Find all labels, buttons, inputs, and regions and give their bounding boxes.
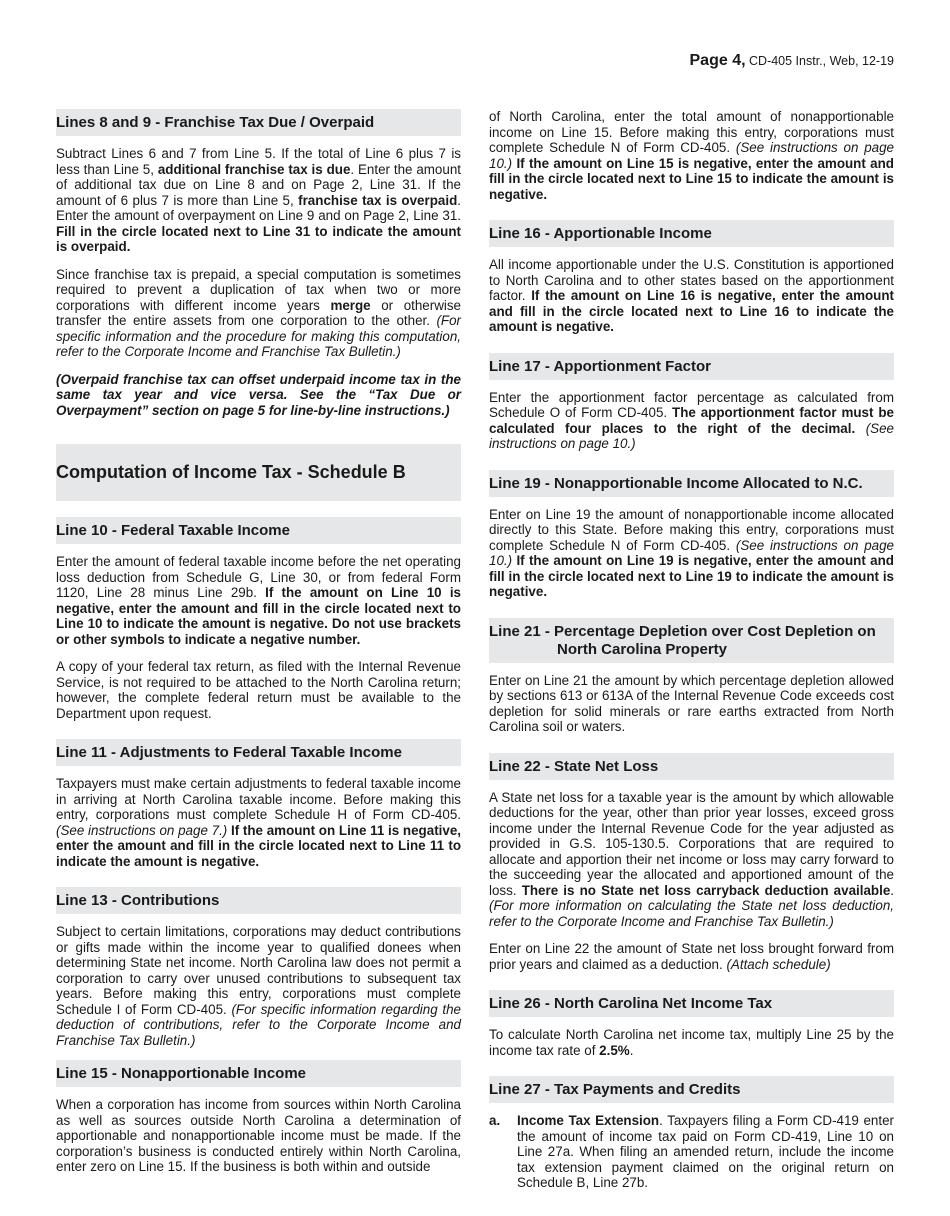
heading-line-10: Line 10 - Federal Taxable Income xyxy=(56,517,461,544)
heading-line-11: Line 11 - Adjustments to Federal Taxable Income xyxy=(56,739,461,766)
page-number: Page 4, xyxy=(689,52,746,69)
paragraph-line-15: When a corporation has income from sources within North Carolina as well as sources outside North Carolina a determination of apportionable and nonapportionable income must be made. If the corporation’s business is conducted entirely within North Carolina, enter zero on Line 15. If the business is both within and outside xyxy=(56,1097,461,1174)
paragraph-line-22: A State net loss for a taxable year is the amount by which allowable deductions for the year, other than prior year losses, exceed gross income under the Internal Revenue Code for the year adjusted as provided in G.S. 105-130.5. Corporations that are required to allocate and apportion their net income or loss may carry forward to the succeeding year the allocated and apportioned amount of the loss. There is no State net loss carryback deduction available. (For more information on calculating the State net loss deduction, refer to the Corporate Income and Franchise Tax Bulletin.) xyxy=(489,789,894,929)
paragraph-line-11: Taxpayers must make certain adjustments to federal taxable income in arriving at North Carolina taxable income. Before making this entry, corporations must complete Schedule H of Form CD-405. (See instructions on page 7.) If the amount on Line 11 is negative, enter the amount and fill in the circle located next to Line 11 to indicate the amount is negative. xyxy=(56,776,461,869)
list-item-body: Income Tax Extension. Taxpayers filing a Form CD-419 enter the amount of income tax paid on Form CD-419, Line 10 on Line 27a. When filing an amended return, include the income tax extension payment claimed on the original return on Schedule B, Line 27b. xyxy=(517,1113,894,1190)
paragraph-line-19: Enter on Line 19 the amount of nonapportionable income allocated directly to this State. Before making this entry, corporations must complete Schedule N of Form CD-405. (See instructions on page 10.) If the amount on Line 19 is negative, enter the amount and fill in the circle located next to Line 19 to indicate the amount is negative. xyxy=(489,506,894,599)
heading-line-22: Line 22 - State Net Loss xyxy=(489,753,894,780)
paragraph-line-17: Enter the apportionment factor percentage as calculated from Schedule O of Form CD-405. The apportionment factor must be calculated four places to the right of the decimal. (See instructions on page 10.) xyxy=(489,389,894,451)
paragraph-franchise-prepaid: Since franchise tax is prepaid, a special computation is sometimes required to prevent a duplication of tax when two or more corporations with different income years merge or otherwise transfer the entire assets from one corporation to the other. (For specific information and the procedure for making this computation, refer to the Corporate Income and Franchise Tax Bulletin.) xyxy=(56,266,462,359)
heading-line-17: Line 17 - Apportionment Factor xyxy=(489,353,894,380)
paragraph-overpaid-note: (Overpaid franchise tax can offset underpaid income tax in the same tax year and vice versa. See the “Tax Due or Overpayment” section on page 5 for line-by-line instructions.) xyxy=(56,371,461,418)
page-header xyxy=(690,52,895,70)
paragraph-line-16: All income apportionable under the U.S. Constitution is apportioned to North Carolina and to other states based on the apportionment factor. If the amount on Line 16 is negative, enter the amount and fill in the circle located next to Line 16 to indicate the amount is negative. xyxy=(489,257,895,334)
list-marker: a. xyxy=(489,1113,501,1128)
heading-line-21-first: Line 21 - Percentage Depletion over Cost Depletion on xyxy=(489,622,876,640)
paragraph-lines-8-9-overview: Subtract Lines 6 and 7 from Line 5. If the total of Line 6 plus 7 is less than Line 5, additional franchise tax is due. Enter the amount of additional tax due on Line 8 and on Page 2, Line 31. If the amount of 6 plus 7 is more than Line 5, franchise tax is overpaid. Enter the amount of overpayment on Line 9 and on Page 2, Line 31. Fill in the circle located next to Line 31 to indicate the amount is overpaid. xyxy=(56,146,461,254)
heading-line-27: Line 27 - Tax Payments and Credits xyxy=(489,1076,894,1103)
heading-line-19: Line 19 - Nonapportionable Income Allocated to N.C. xyxy=(489,470,894,497)
right-column xyxy=(489,109,894,1191)
document-id: CD-405 Instr., Web, 12-19 xyxy=(749,54,894,68)
paragraph-line-13: Subject to certain limitations, corporations may deduct contributions or gifts made within the income year to qualified donees when determining State net income. North Carolina law does not permit a corporation to carry over unused contributions to subsequent tax years. Before making this entry, corporations must complete Schedule I of Form CD-405. (For specific information regarding the deduction of contributions, refer to the Corporate Income and Franchise Tax Bulletin.) xyxy=(56,924,461,1048)
paragraph-line-26: To calculate North Carolina net income tax, multiply Line 25 by the income tax rate of 2.5%. xyxy=(489,1027,894,1058)
heading-line-16: Line 16 - Apportionable Income xyxy=(489,220,894,247)
heading-line-15: Line 15 - Nonapportionable Income xyxy=(56,1060,461,1087)
paragraph-line-10: Enter the amount of federal taxable income before the net operating loss deduction from Schedule G, Line 30, or from federal Form 1120, Line 28 minus Line 29b. If the amount on Line 10 is negative, enter the amount and fill in the circle located next to Line 10 to indicate the amount is negative. Do not use brackets or other symbols to indicate a negative number. xyxy=(56,554,461,647)
heading-line-26: Line 26 - North Carolina Net Income Tax xyxy=(489,990,894,1017)
heading-lines-8-9: Lines 8 and 9 - Franchise Tax Due / Overpaid xyxy=(56,109,461,136)
paragraph-line-21: Enter on Line 21 the amount by which percentage depletion allowed by sections 613 or 613A of the Internal Revenue Code exceeds cost depletion for solid minerals or rare earths extracted from North Carolina soil or waters. xyxy=(489,672,894,734)
heading-line-21 xyxy=(489,618,894,663)
heading-line-13: Line 13 - Contributions xyxy=(56,887,461,914)
paragraph-federal-return-copy: A copy of your federal tax return, as filed with the Internal Revenue Service, is not required to be attached to the North Carolina return; however, the complete federal return must be available to the Department upon request. xyxy=(56,659,461,721)
paragraph-line-22-entry: Enter on Line 22 the amount of State net loss brought forward from prior years and claimed as a deduction. (Attach schedule) xyxy=(489,941,894,972)
section-title-schedule-b: Computation of Income Tax - Schedule B xyxy=(56,444,461,501)
heading-line-21-second: North Carolina Property xyxy=(557,640,728,658)
left-column xyxy=(56,109,461,1187)
paragraph-line-15-continued: of North Carolina, enter the total amount of nonapportionable income on Line 15. Before making this entry, corporations must complete Schedule N of Form CD-405. (See instructions on page 10.) If the amount on Line 15 is negative, enter the amount and fill in the circle located next to Line 15 to indicate the amount is negative. xyxy=(489,109,894,202)
list-item-income-tax-extension xyxy=(489,1113,894,1191)
